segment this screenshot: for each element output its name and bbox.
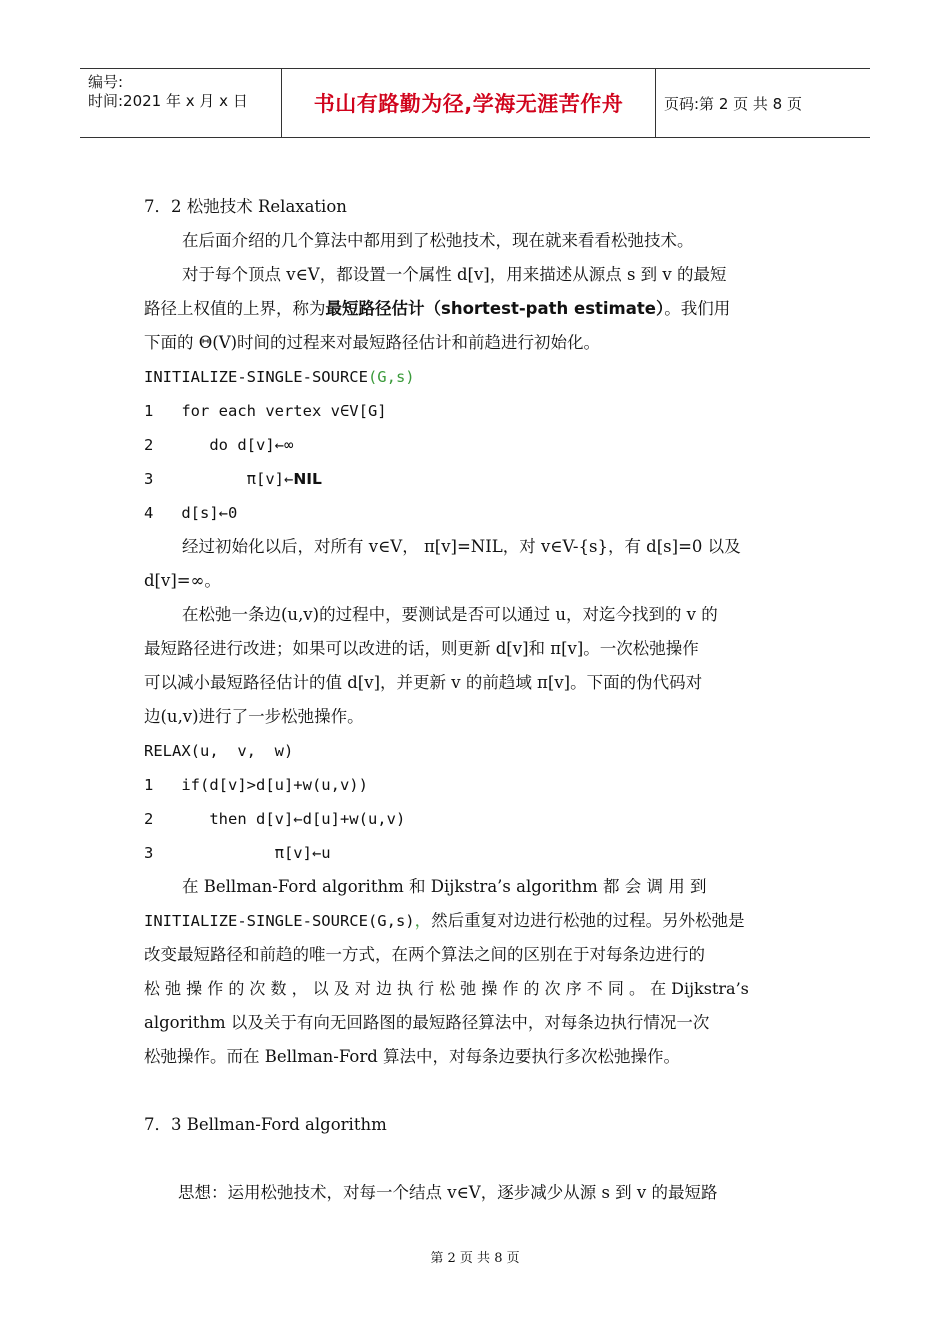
code-title: RELAX(u, v, w) <box>144 742 294 760</box>
paragraph-line <box>144 911 745 931</box>
section-7-2-title: 7．2 松弛技术 Relaxation <box>144 197 347 216</box>
paragraph-line: 松 弛 操 作 的 次 数 ， 以 及 对 边 执 行 松 弛 操 作 的 次 序 不 同 。 在 Dijkstra’s <box>144 979 749 998</box>
code-line: 4 d[s]←0 <box>144 504 238 522</box>
code-title <box>144 367 415 387</box>
paragraph-line: 松弛操作。而在 Bellman-Ford 算法中，对每条边要执行多次松弛操作。 <box>144 1047 681 1066</box>
code-line: 2 then d[v]←d[u]+w(u,v) <box>144 810 406 828</box>
term-shortest-path-estimate: 最短路径估计（shortest-path estimate） <box>325 299 665 318</box>
paragraph-line: d[v]=∞。 <box>144 571 221 590</box>
paragraph-line: 可以减小最短路径估计的值 d[v]，并更新 v 的前趋域 π[v]。下面的伪代码对 <box>144 673 703 692</box>
paragraph-line: algorithm 以及关于有向无回路图的最短路径算法中，对每条边执行情况一次 <box>144 1013 710 1032</box>
paragraph-line <box>144 299 730 319</box>
paragraph-line: 最短路径进行改进；如果可以改进的话，则更新 d[v]和 π[v]。一次松弛操作 <box>144 639 699 658</box>
number-label: 编号: <box>88 73 124 91</box>
paragraph-line: 改变最短路径和前趋的唯一方式，在两个算法之间的区别在于对每条边进行的 <box>144 945 705 964</box>
paragraph-line: 边(u,v)进行了一步松弛操作。 <box>144 707 364 726</box>
page-footer: 第 2 页 共 8 页 <box>430 1251 520 1266</box>
paragraph-line: 下面的 Θ(V)时间的过程来对最短路径估计和前趋进行初始化。 <box>144 333 601 352</box>
code-line <box>144 469 322 489</box>
header-motto: 书山有路勤为径,学海无涯苦作舟 <box>313 92 624 116</box>
paragraph-line: 对于每个顶点 v∈V，都设置一个属性 d[v]，用来描述从源点 s 到 v 的最短 <box>182 265 727 284</box>
paragraph-line: 思想：运用松弛技术，对每一个结点 v∈V，逐步减少从源 s 到 v 的最短路 <box>178 1183 718 1202</box>
code-line: 1 for each vertex v∈V[G] <box>144 402 387 420</box>
code-line: 1 if(d[v]>d[u]+w(u,v)) <box>144 776 368 794</box>
paragraph-line: 在松弛一条边(u,v)的过程中，要测试是否可以通过 u，对迄今找到的 v 的 <box>182 605 718 624</box>
paragraph-line: 在后面介绍的几个算法中都用到了松弛技术，现在就来看看松弛技术。 <box>182 231 694 250</box>
section-7-3-title: 7．3 Bellman-Ford algorithm <box>144 1115 387 1134</box>
header-page-info: 页码:第 2 页 共 8 页 <box>664 95 802 113</box>
paragraph-line: 经过初始化以后，对所有 v∈V， π[v]=NIL，对 v∈V-{s}，有 d[s]=0 以及 <box>182 537 741 556</box>
time-label: 时间:2021 年 x 月 x 日 <box>88 92 248 110</box>
code-func-name: INITIALIZE-SINGLE-SOURCE <box>144 368 368 386</box>
header-divider <box>655 69 656 137</box>
text-span: 然后重复对边进行松弛的过程。另外松弛是 <box>431 911 745 930</box>
code-line: 3 π[v]←u <box>144 844 331 862</box>
header-meta <box>88 73 248 111</box>
text-span: 路径上权值的上界，称为 <box>144 299 326 318</box>
code-inline: INITIALIZE-SINGLE-SOURCE(G,s) <box>144 912 415 930</box>
text-span: ， <box>414 911 432 930</box>
code-func-args: (G,s) <box>367 368 415 386</box>
paragraph-line: 在 Bellman-Ford algorithm 和 Dijkstra’s algorithm 都 会 调 用 到 <box>182 877 707 896</box>
code-line: 2 do d[v]←∞ <box>144 436 294 454</box>
text-span: 。我们用 <box>664 299 731 318</box>
code-text: 3 π[v]← <box>144 470 294 488</box>
page-header <box>80 68 870 138</box>
code-nil: NIL <box>293 470 322 488</box>
